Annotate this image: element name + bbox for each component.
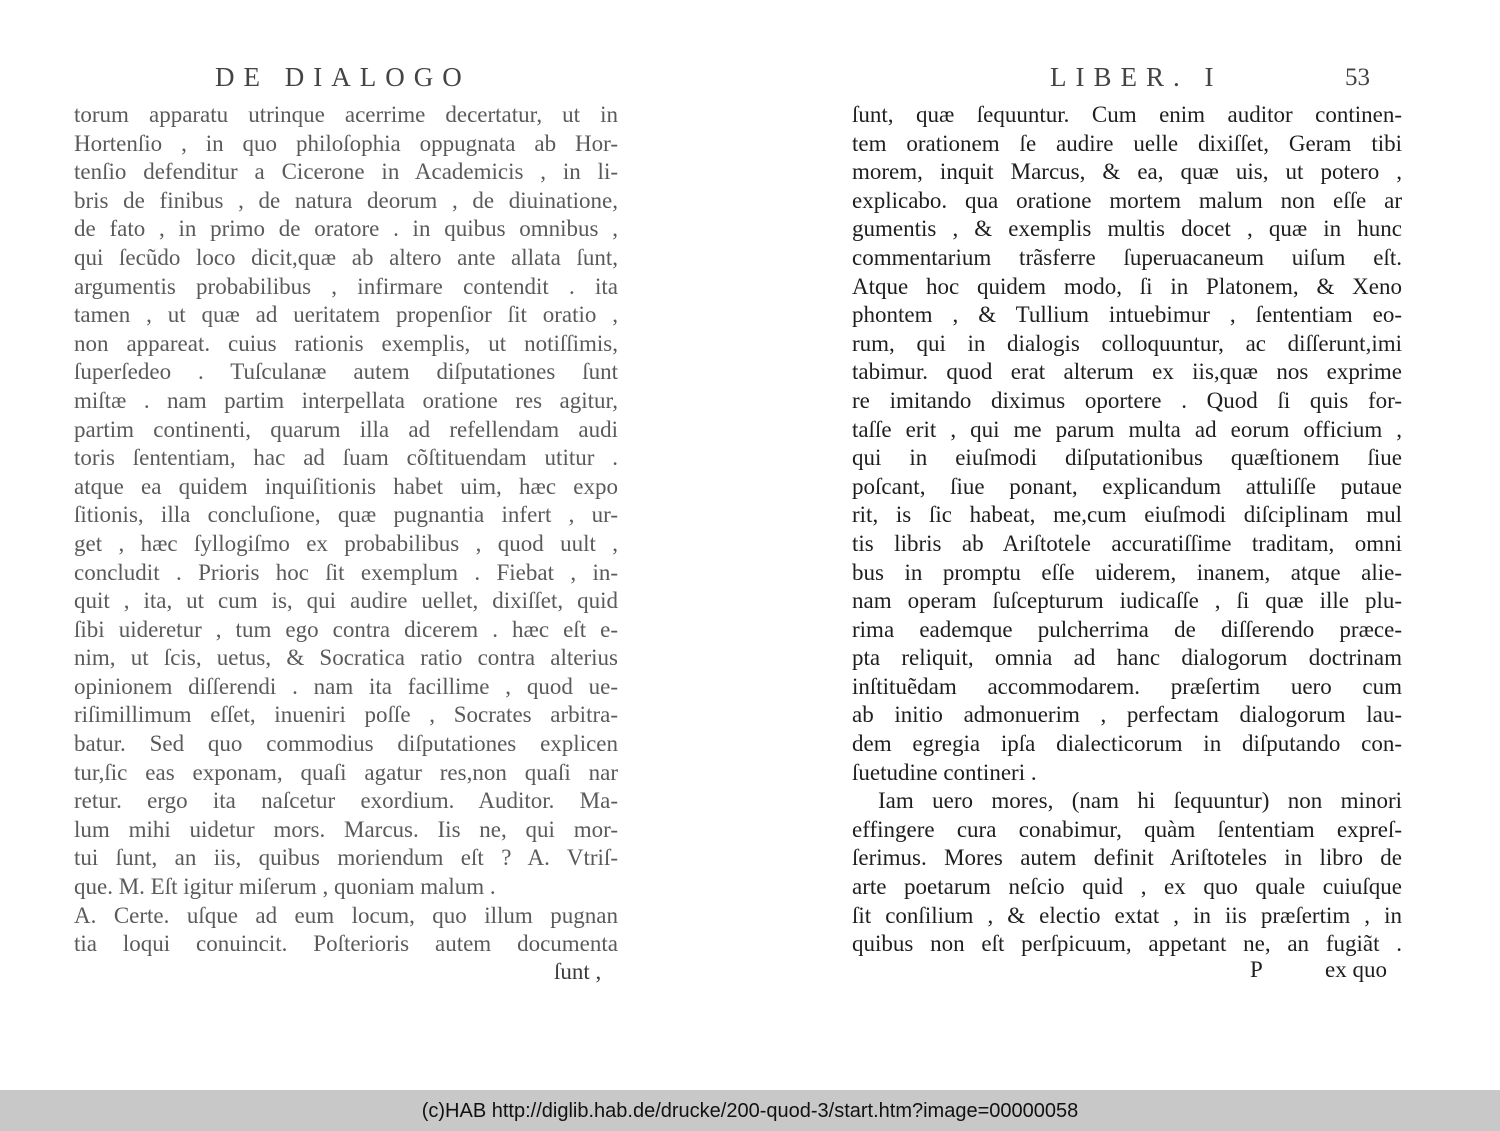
text-line: gumentis , & exemplis multis docet , quæ in hunc — [852, 216, 1402, 242]
text-line: morem, inquit Marcus, & ea, quæ uis, ut potero , — [852, 159, 1402, 185]
text-line: argumentis probabilibus , infirmare contendit . ita — [74, 273, 618, 299]
text-line: tis libris ab Ariſtotele accuratiſſime traditam, omni — [852, 530, 1402, 556]
text-line: quit , ita, ut cum is, qui audire uellet, dixiſſet, quid — [74, 588, 618, 614]
text-line: ſitionis, illa concluſione, quæ pugnantia infert , ur- — [74, 502, 618, 528]
text-line: concludit . Prioris hoc ſit exemplum . Fiebat , in- — [74, 559, 618, 585]
text-line: A. Certe. uſque ad eum locum, quo illum pugnan — [74, 902, 618, 928]
text-line: miſtæ . nam partim interpellata oratione res agitur, — [74, 387, 618, 413]
text-line: ſit conſilium , & electio extat , in iis præſertim , in — [852, 902, 1402, 928]
footer-bar — [0, 1090, 1500, 1131]
copyright-url-footer: (c)HAB http://diglib.hab.de/drucke/200-quod-3/start.htm?image=00000058 — [421, 1100, 1079, 1122]
text-line: rit, is ſic habeat, me,cum eiuſmodi diſciplinam mul — [852, 502, 1402, 528]
text-line: taſſe erit , qui me parum multa ad eorum officium , — [852, 416, 1402, 442]
text-line: partim continenti, quarum illa ad refellendam audi — [74, 416, 618, 442]
left-catchword: ſunt , — [554, 959, 602, 984]
text-line: qui in eiuſmodi diſputationibus quæſtionem ſiue — [852, 445, 1402, 471]
text-line: tenſio defenditur a Cicerone in Academicis , in li- — [74, 159, 618, 185]
text-line: explicabo. qua oratione mortem malum non eſſe ar — [852, 187, 1402, 213]
text-line: phontem , & Tullium intuebimur , ſententiam eo- — [852, 302, 1402, 328]
page-number: 53 — [1345, 64, 1370, 91]
text-line: de fato , in primo de oratore . in quibus omnibus , — [74, 216, 618, 242]
text-line: tui ſunt, an iis, quibus moriendum eſt ? A. Vtriſ- — [74, 845, 618, 871]
left-running-head: DE DIALOGO — [215, 62, 471, 92]
text-line: atque ea quidem inquiſitionis habet uim, hæc expo — [74, 473, 618, 499]
text-line: toris ſententiam, hac ad ſuam cõſtituendam utitur . — [74, 445, 618, 471]
text-line: effingere cura conabimur, quàm ſententiam expreſ- — [852, 816, 1402, 842]
text-line: riſimillimum eſſet, inueniri poſſe , Socrates arbitra- — [74, 702, 618, 728]
text-line: ab initio admonuerim , perfectam dialogorum lau- — [852, 702, 1402, 728]
text-line: non appareat. cuius rationis exemplis, ut notiſſimis, — [74, 330, 618, 356]
text-line: ſerimus. Mores autem definit Ariſtoteles in libro de — [852, 845, 1402, 871]
text-line: que. M. Eſt igitur miſerum , quoniam malum . — [74, 874, 496, 900]
text-line: Iam uero mores, (nam hi ſequuntur) non minori — [878, 788, 1402, 814]
text-line: commentarium trãsferre ſuperuacaneum uiſum eſt. — [852, 244, 1402, 270]
signature-mark: P — [1250, 957, 1263, 982]
text-line: tem orationem ſe audire uelle dixiſſet, Geram tibi — [852, 130, 1402, 156]
text-line: ſunt, quæ ſequuntur. Cum enim auditor continen- — [852, 102, 1402, 127]
right-running-head: LIBER. I — [1050, 62, 1223, 92]
right-catchword: ex quo — [1325, 957, 1387, 982]
text-line: retur. ergo ita naſcetur exordium. Auditor. Ma- — [74, 788, 618, 814]
text-line: inſtituẽdam accommodarem. præſertim uero cum — [852, 673, 1402, 699]
text-line: ſibi uideretur , tum ego contra dicerem . hæc eſt e- — [74, 616, 618, 642]
text-line: tamen , ut quæ ad ueritatem propenſior ſit oratio , — [74, 302, 618, 328]
text-line: tabimur. quod erat alterum ex iis,quæ nos exprime — [852, 359, 1402, 385]
text-line: quibus non eſt perſpicuum, appetant ne, an fugiãt . — [852, 931, 1402, 957]
text-line: opinionem diſſerendi . nam ita facillime , quod ue- — [74, 673, 618, 699]
text-line: ſuperſedeo . Tuſculanæ autem diſputationes ſunt — [74, 359, 618, 385]
text-line: rum, qui in dialogis colloquuntur, ac diſſerunt,imi — [852, 330, 1402, 356]
text-line: Hortenſio , in quo philoſophia oppugnata ab Hor- — [74, 130, 618, 156]
text-line: torum apparatu utrinque acerrime decertatur, ut in — [74, 102, 618, 127]
text-line: bus in promptu eſſe uiderem, inanem, atque alie- — [852, 559, 1402, 585]
text-line: re imitando diximus oportere . Quod ſi quis for- — [852, 387, 1402, 413]
text-line: Atque hoc quidem modo, ſi in Platonem, & Xeno — [852, 273, 1402, 299]
text-line: pta reliquit, omnia ad hanc dialogorum doctrinam — [852, 645, 1402, 671]
left-page-text — [74, 101, 618, 959]
text-line: ſuetudine contineri . — [852, 759, 1037, 785]
text-line: tia loqui conuincit. Poſterioris autem documenta — [74, 931, 618, 957]
text-line: batur. Sed quo commodius diſputationes explicen — [74, 731, 618, 757]
text-line: lum mihi uidetur mors. Marcus. Iis ne, qui mor- — [74, 816, 618, 842]
text-line: poſcant, ſiue ponant, explicandum attuliſſe putaue — [852, 473, 1402, 499]
text-line: tur,ſic eas exponam, quaſi agatur res,non quaſi nar — [74, 759, 618, 785]
text-line: nam operam ſuſcepturum iudicaſſe , ſi quæ ille plu- — [852, 588, 1402, 614]
text-line: get , hæc ſyllogiſmo ex probabilibus , quod uult , — [74, 530, 618, 556]
text-line: bris de finibus , de natura deorum , de diuinatione, — [74, 187, 618, 213]
text-line: nim, ut ſcis, uetus, & Socratica ratio contra alterius — [74, 645, 618, 671]
text-line: rima eademque pulcherrima de diſſerendo præce- — [852, 616, 1402, 642]
text-line: arte poetarum neſcio quid , ex quo quale cuiuſque — [852, 874, 1402, 900]
text-line: dem egregia ipſa dialecticorum in diſputando con- — [852, 731, 1402, 757]
right-page-text — [852, 101, 1402, 959]
text-line: qui ſecũdo loco dicit,quæ ab altero ante allata ſunt, — [74, 244, 618, 270]
